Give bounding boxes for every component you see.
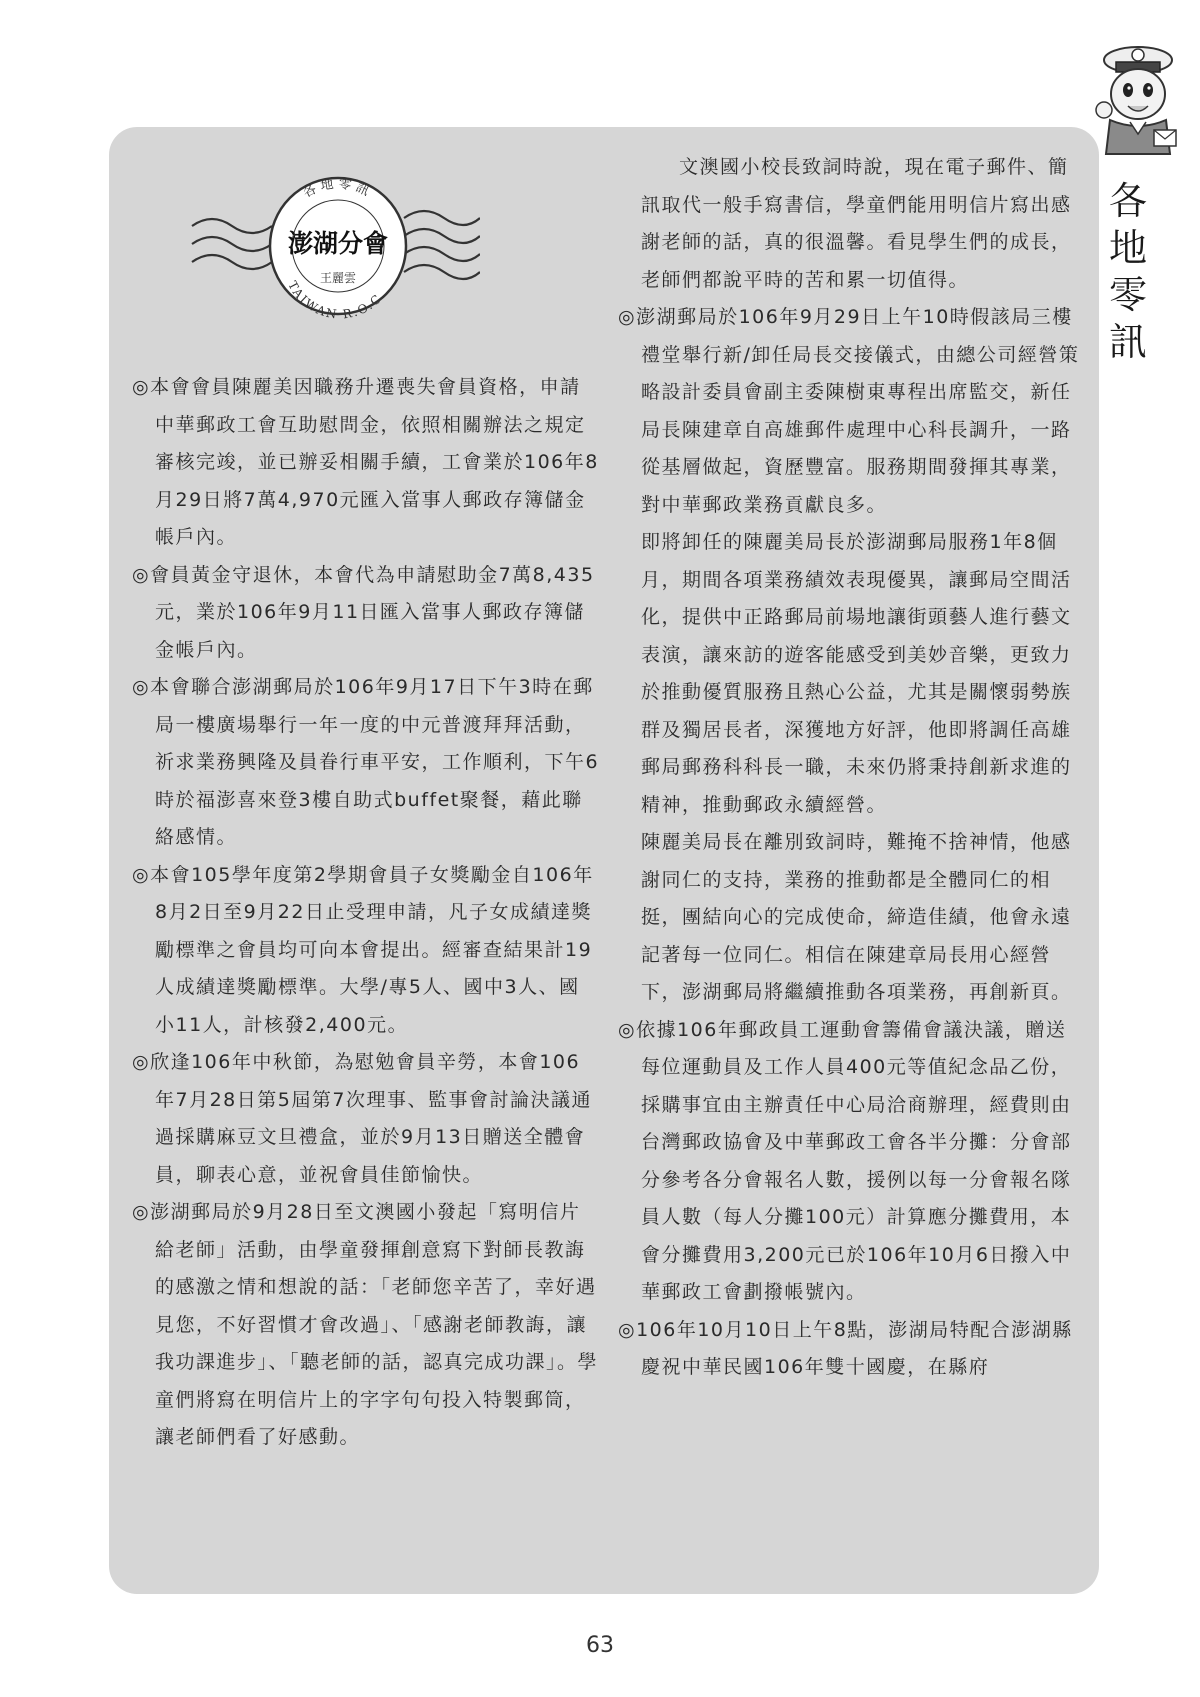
news-paragraph: 即將卸任的陳麗美局長於澎湖郵局服務1年8個月，期間各項業務績效表現優異，讓郵局空間活化，提供中正路郵局前場地讓街頭藝人進行藝文表演，讓來訪的遊客能感受到美妙音樂，更致力於推動優質服務且熱心公益，尤其是關懷弱勢族群及獨居長者，深獲地方好評，他即將調任高雄郵局郵務科科長一職，未來仍將秉持創新求進的精神，推動郵政永續經營。	[641, 531, 1072, 816]
news-item: ◎澎湖郵局於106年9月29日上午10時假該局三樓禮堂舉行新/卸任局長交接儀式，由總公司經營策略設計委員會副主委陳樹東專程出席監交，新任局長陳建章自高雄郵件處理中心科長調升，一路從基層做起，資歷豐富。服務期間發揮其專業，對中華郵政業務貢獻良多。	[618, 306, 1080, 516]
page-number: 63	[586, 1633, 614, 1658]
news-item: ◎依據106年郵政員工運動會籌備會議決議，贈送每位運動員及工作人員400元等值紀念品乙份，採購事宜由主辦責任中心局洽商辦理，經費則由台灣郵政協會及中華郵政工會各半分攤：分會部分參考各分會報名人數，援例以每一分會報名隊員人數（每人分攤100元）計算應分攤費用，本會分攤費用3,200元已於106年10月6日撥入中華郵政工會劃撥帳號內。	[618, 1018, 1072, 1303]
side-title-char: 地	[1108, 226, 1147, 270]
news-item: ◎106年10月10日上午8點，澎湖局特配合澎湖縣慶祝中華民國106年雙十國慶，在縣府	[618, 1318, 1073, 1378]
continued-paragraph: 文澳國小校長致詞時說，現在電子郵件、簡訊取代一般手寫書信，學童們能用明信片寫出感謝老師的話，真的很溫馨。看見學生們的成長，老師們都說平時的苦和累一切值得。	[641, 156, 1072, 291]
news-item: ◎本會會員陳麗美因職務升遷喪失會員資格，申請中華郵政工會互助慰問金，依照相關辦法之規定審核完竣，並已辦妥相關手續，工會業於106年8月29日將7萬4,970元匯入當事人郵政存簿儲金帳戶內。	[132, 376, 599, 548]
side-title-char: 各	[1108, 179, 1147, 223]
news-item: ◎本會聯合澎湖郵局於106年9月17日下午3時在郵局一樓廣場舉行一年一度的中元普渡拜拜活動，祈求業務興隆及員眷行車平安，工作順利，下午6時於福澎喜來登3樓自助式buffet聚餐，藉此聯絡感情。	[132, 676, 600, 848]
postmark-stamp	[190, 160, 480, 330]
postman-mascot-icon	[1088, 38, 1188, 158]
news-item: ◎本會105學年度第2學期會員子女獎勵金自106年8月2日至9月22日止受理申請，凡子女成績達獎勵標準之會員均可向本會提出。經審查結果計19人成績達獎勵標準。大學/專5人、國中3人、國小11人，計核發2,400元。	[132, 863, 594, 1036]
stamp-top-text: 各地零訊	[300, 176, 376, 202]
left-column	[132, 369, 600, 1457]
stamp-title: 澎湖分會	[287, 229, 389, 258]
side-title-char: 訊	[1108, 320, 1147, 364]
stamp-author: 王麗雲	[319, 271, 357, 285]
news-item: ◎欣逢106年中秋節，為慰勉會員辛勞，本會106年7月28日第5屆第7次理事、監事會討論決議通過採購麻豆文旦禮盒，並於9月13日贈送全體會員，聊表心意，並祝會員佳節愉快。	[132, 1051, 592, 1186]
stamp-bottom-text: TAIWAN R.O.C.	[285, 278, 389, 322]
news-item: ◎會員黃金守退休，本會代為申請慰助金7萬8,435元，業於106年9月11日匯入當事人郵政存簿儲金帳戶內。	[132, 563, 595, 661]
right-column	[618, 149, 1080, 1387]
news-item: ◎澎湖郵局於9月28日至文澳國小發起「寫明信片給老師」活動，由學童發揮創意寫下對師長教誨的感激之情和想說的話：「老師您辛苦了，幸好遇見您，不好習慣才會改過」、「感謝老師教誨，讓我功課進步」、「聽老師的話，認真完成功課」。學童們將寫在明信片上的字字句句投入特製郵筒，讓老師們看了好感動。	[132, 1201, 599, 1448]
side-section-title	[1105, 178, 1151, 366]
news-paragraph: 陳麗美局長在離別致詞時，難掩不捨神情，他感謝同仁的支持，業務的推動都是全體同仁的相挺，團結向心的完成使命，締造佳績，他會永遠記著每一位同仁。相信在陳建章局長用心經營下，澎湖郵局將繼續推動各項業務，再創新頁。	[641, 831, 1072, 1003]
side-title-char: 零	[1108, 273, 1147, 317]
